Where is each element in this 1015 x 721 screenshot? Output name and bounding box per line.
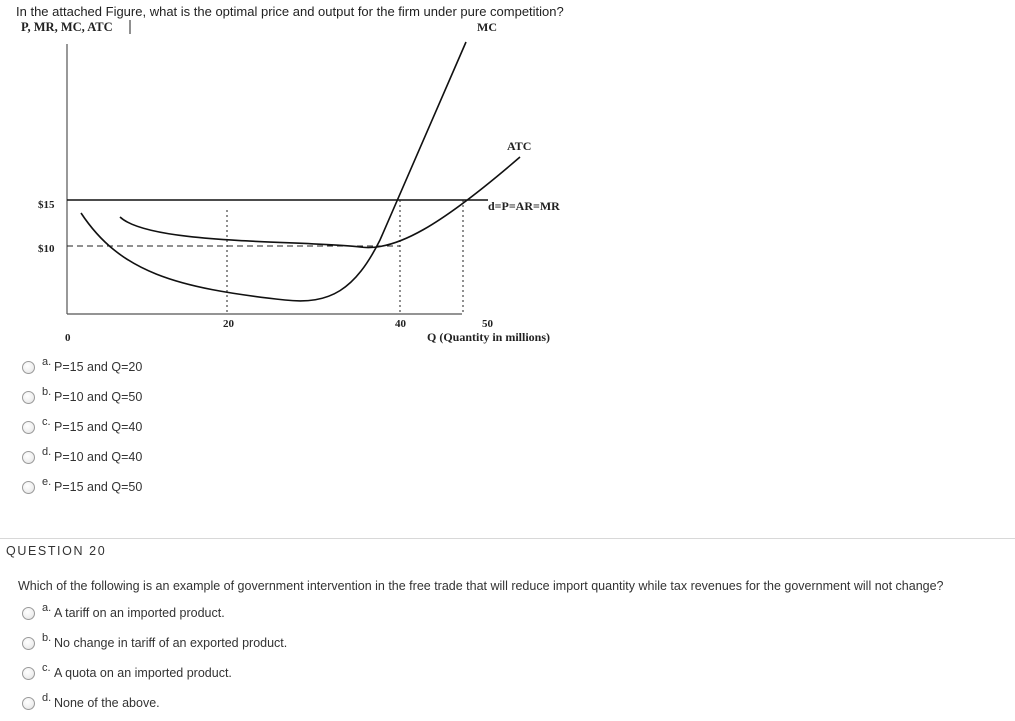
atc-curve: [120, 157, 520, 248]
option-text: P=10 and Q=50: [54, 390, 143, 404]
quantity-tick-0: 0: [65, 332, 71, 344]
quantity-tick-20: 20: [223, 318, 234, 330]
option-letter: b.: [42, 386, 52, 398]
radio-button[interactable]: [22, 607, 35, 620]
radio-button[interactable]: [22, 361, 35, 374]
question-20-prompt: Which of the following is an example of government intervention in the free trade that will reduce import quantity while tax revenues for the government will not change?: [18, 579, 944, 593]
radio-button[interactable]: [22, 451, 35, 464]
y-axis-label: P, MR, MC, ATC: [21, 20, 113, 34]
mc-label: MC: [477, 20, 497, 34]
atc-label: ATC: [507, 139, 532, 153]
question-divider: [0, 538, 1015, 539]
option-letter: d.: [42, 446, 52, 458]
option-text: A quota on an imported product.: [54, 666, 232, 680]
quantity-tick-40: 40: [395, 318, 406, 330]
question-20-heading: QUESTION 20: [6, 544, 107, 558]
option-text: No change in tariff of an exported product.: [54, 636, 288, 650]
demand-label: d=P=AR=MR: [488, 199, 560, 213]
option-text: P=15 and Q=50: [54, 480, 143, 494]
option-text: P=10 and Q=40: [54, 450, 143, 464]
option-text: P=15 and Q=20: [54, 360, 143, 374]
radio-button[interactable]: [22, 391, 35, 404]
option-letter: e.: [42, 476, 52, 488]
option-text: None of the above.: [54, 696, 160, 710]
mc-curve: [81, 42, 466, 301]
price-tick-10: $10: [38, 243, 55, 255]
option-letter: c.: [42, 416, 51, 428]
option-letter: a.: [42, 602, 52, 614]
radio-button[interactable]: [22, 667, 35, 680]
option-text: A tariff on an imported product.: [54, 606, 225, 620]
radio-button[interactable]: [22, 421, 35, 434]
radio-button[interactable]: [22, 481, 35, 494]
option-letter: d.: [42, 692, 52, 704]
option-letter: c.: [42, 662, 51, 674]
cost-curves-figure: [0, 0, 1015, 360]
option-letter: b.: [42, 632, 52, 644]
quantity-tick-50: 50: [482, 318, 493, 330]
radio-button[interactable]: [22, 697, 35, 710]
price-tick-15: $15: [38, 199, 55, 211]
x-axis-label: Q (Quantity in millions): [427, 330, 551, 344]
question-19-prompt: In the attached Figure, what is the optimal price and output for the firm under pure competition?: [16, 4, 564, 19]
option-text: P=15 and Q=40: [54, 420, 143, 434]
radio-button[interactable]: [22, 637, 35, 650]
option-letter: a.: [42, 356, 52, 368]
